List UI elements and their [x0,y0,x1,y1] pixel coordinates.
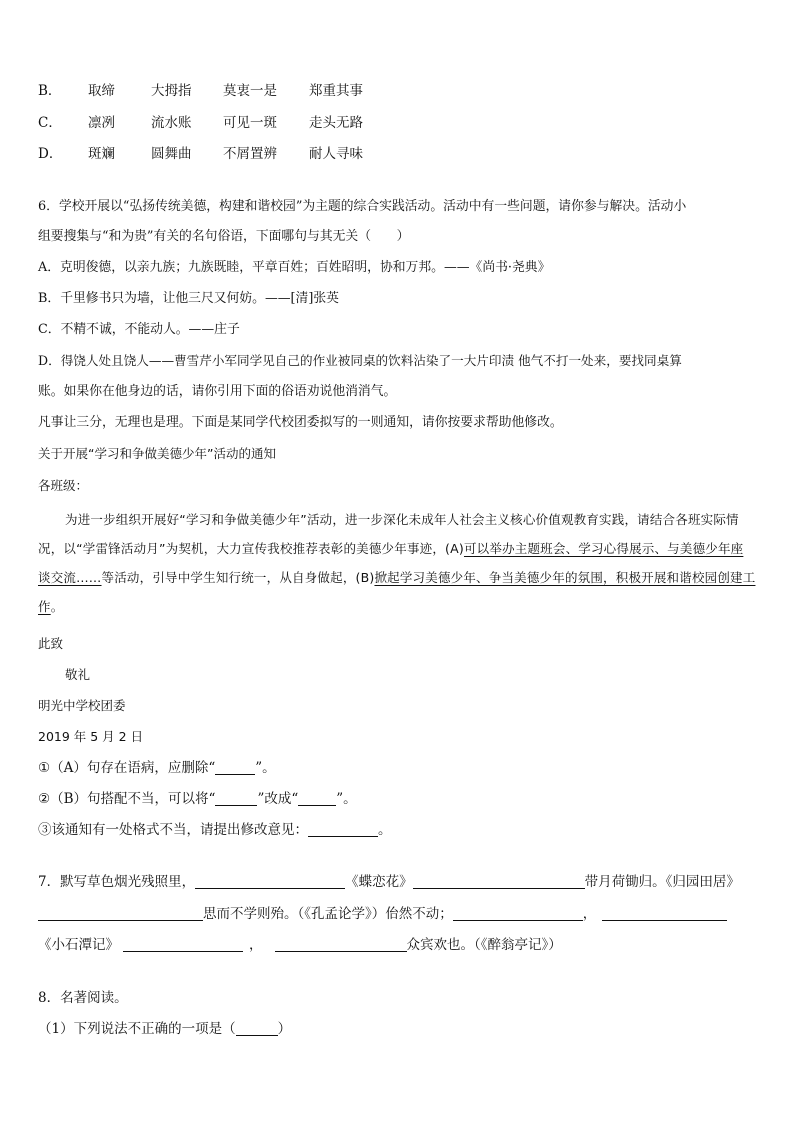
q6-option-c: C．不精不诚，不能动人。——庄子 [38,322,240,337]
notice-date: 2019 年 5 月 2 日 [38,729,144,744]
option-word: 圆舞曲 [151,146,192,162]
q6-option-d-line2: 账。如果你在他身边的话，请你引用下面的俗语劝说他消消气。 [38,384,397,399]
option-c-row [38,113,756,133]
q8-title: 8．名著阅读。 [38,990,128,1006]
answer-blank[interactable] [275,937,407,952]
option-word: 斑斓 [88,146,115,162]
answer-blank[interactable] [215,791,257,806]
q7-text: 思而不学则殆。（《孔孟论学》）佁然不动 [203,906,440,922]
sub-question-2 [38,789,756,809]
notice-title: 关于开展“学习和争做美德少年”活动的通知 [38,446,276,461]
q8-text: ） [277,1021,292,1037]
option-label: B． [38,83,62,99]
notice-closing-1: 此致 [38,636,64,651]
notice-signer: 明光中学校团委 [38,698,126,713]
option-word: 耐人寻味 [309,146,363,162]
sub-question-text: ①（A）句存在语病，应删除“ [38,760,216,776]
option-label: D． [38,146,63,162]
q7-text: ， [249,937,263,953]
answer-blank[interactable] [453,906,583,921]
option-word: 莫衷一是 [223,83,277,99]
q7-text: 《小石潭记》 [38,937,119,953]
sub-question-text: 。 [378,822,392,838]
sub-question-1 [38,758,756,778]
option-word: 大拇指 [151,83,192,99]
sub-question-text: ”。 [255,760,276,776]
notice-body [38,505,756,621]
q6-extra-line: 凡事让三分，无理也是理。下面是某同学代校团委拟写的一则通知，请你按要求帮助他修改。 [38,415,563,430]
option-word: 不屑置辨 [223,146,277,162]
answer-blank[interactable] [413,874,585,889]
q7-text: 7．默写草色烟光残照里， [38,874,196,890]
answer-blank[interactable] [38,906,203,921]
q8-sub-question-1 [38,1019,756,1039]
option-word: 可见一斑 [223,115,277,131]
answer-blank[interactable] [308,822,378,837]
sub-question-text: ③该通知有一处格式不当，请提出修改意见： [38,822,308,838]
answer-blank[interactable] [215,760,255,775]
q7-line1 [38,872,756,892]
answer-blank[interactable] [195,874,345,889]
q6-option-d-line1: D．得饶人处且饶人——曹雪芹小军同学见自己的作业被同桌的饮料沾染了一大片印渍 他气不打一处来，要找同桌算 [38,353,682,368]
answer-blank[interactable] [298,791,336,806]
answer-blank[interactable] [602,906,727,921]
sub-question-text: ”改成“ [257,791,299,807]
q7-line2 [38,904,756,924]
option-word: 取缔 [88,83,115,99]
q7-text: 带月荷锄归。《归园田居》 [584,874,740,890]
q7-text: 众宾欢也。（《醉翁亭记》） [406,937,562,953]
sub-question-3 [38,820,756,840]
answer-blank[interactable] [236,1021,278,1036]
q6-stem-line2: 组要搜集与“和为贵”有关的名句俗语，下面哪句与其无关（ ） [38,229,410,244]
q7-line3 [38,935,756,955]
sub-question-text: ②（B）句搭配不当，可以将“ [38,791,216,807]
sentence-a: 可以举办主题班会、学习心得展示、与美德少年座谈交流…… [38,541,744,585]
notice-closing-2: 敬礼 [65,667,91,682]
option-b-row [38,81,756,101]
notice-body-text: 等活动，引导中学生知行统一，从自身做起，(B) [101,570,375,585]
option-word: 凛冽 [88,115,115,131]
option-d-row [38,144,756,164]
q8-text: （1）下列说法不正确的一项是（ [38,1021,236,1037]
sub-question-text: ”。 [336,791,357,807]
option-label: C． [38,115,62,131]
q6-option-a: A．克明俊德，以亲九族；九族既睦，平章百姓；百姓昭明，协和万邦。——《尚书·尧典》 [38,260,551,275]
option-word: 流水账 [151,115,192,131]
answer-blank[interactable] [123,937,243,952]
option-word: 郑重其事 [309,83,363,99]
notice-salutation: 各班级： [38,478,89,493]
option-word: 走头无路 [309,115,363,131]
q6-stem-line1: 6．学校开展以“弘扬传统美德，构建和谐校园”为主题的综合实践活动。活动中有一些问题，请你参与解决。活动小 [38,199,687,214]
q6-option-b: B．千里修书只为墙，让他三尺又何妨。——[清]张英 [38,291,339,306]
q7-text: ， [582,906,597,922]
q7-text: 《蝶恋花》 [345,874,413,890]
notice-body-text: 。 [50,599,64,614]
q7-text: ； [439,906,453,922]
notice-body-text: 为进一步组织开展好“学习和争做美德少年”活动，进一步深化未成年人社会主义核心价值观教育实践，请结合各班实际情况，以“学雷锋活动月”为契机，大力宣传我校推荐表彰的美德少年事迹，(A) [38,512,739,556]
sentence-b: 掀起学习美德少年、争当美德少年的氛围，积极开展和谐校园创建工作 [38,570,756,614]
